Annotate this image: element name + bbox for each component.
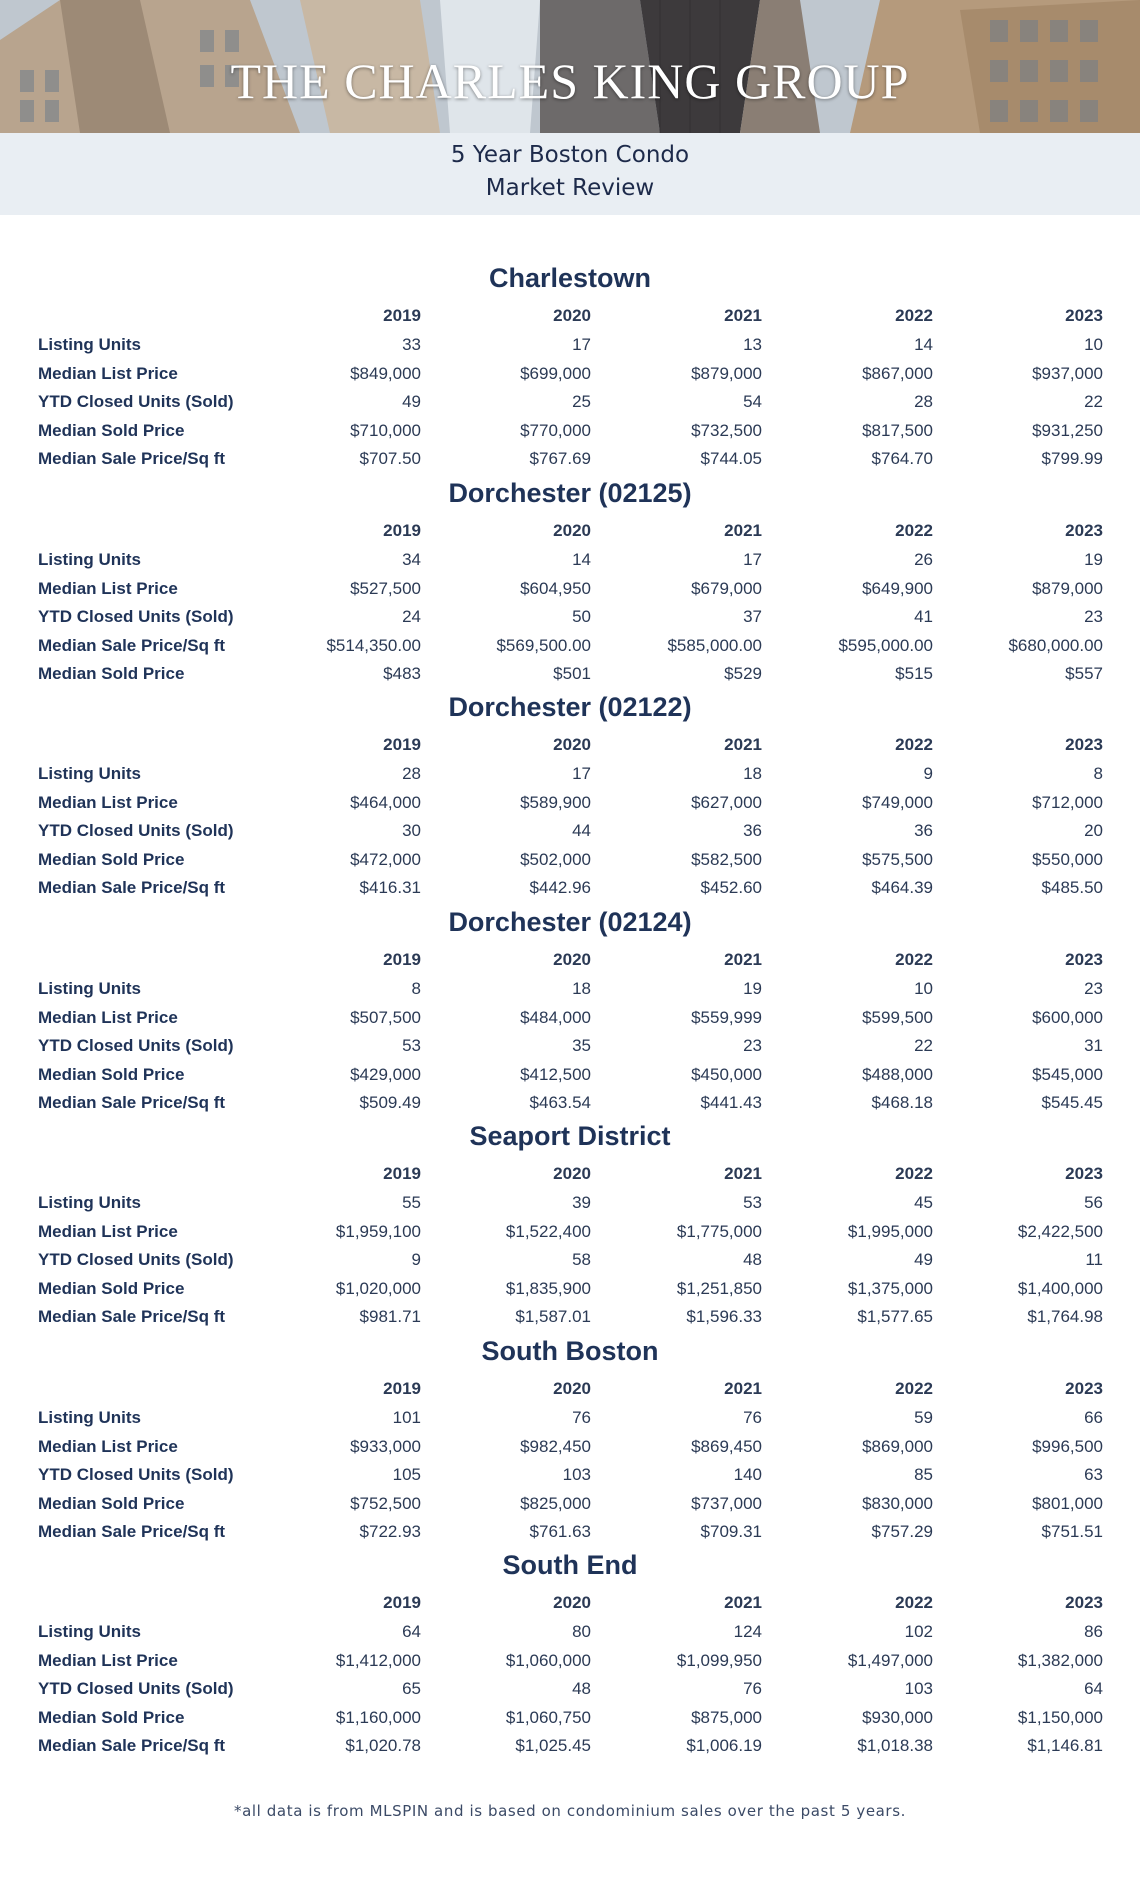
- table-cell: 26: [914, 550, 933, 569]
- row-label: YTD Closed Units (Sold): [38, 1250, 234, 1270]
- row-label: Median Sale Price/Sq ft: [38, 449, 226, 469]
- table-cell: $442.96: [529, 878, 591, 898]
- table-cell: 44: [572, 821, 591, 841]
- table-cell: $1,959,100: [335, 1221, 421, 1241]
- table-cell: $732,500: [691, 420, 762, 440]
- section-title: Dorchester (02125): [448, 478, 692, 508]
- table-cell: $1,375,000: [847, 1278, 933, 1298]
- table-cell: $770,000: [520, 420, 591, 440]
- table-cell: $1,020,000: [335, 1278, 421, 1298]
- table-cell: 20: [1084, 821, 1103, 841]
- table-cell: 30: [402, 821, 421, 841]
- table-cell: 13: [743, 335, 762, 354]
- table-cell: 34: [402, 550, 421, 569]
- table-cell: 45: [914, 1193, 933, 1212]
- table-cell: 55: [402, 1193, 421, 1212]
- table-cell: $527,500: [350, 578, 421, 598]
- table-cell: 8: [411, 979, 421, 998]
- table-cell: 63: [1084, 1465, 1103, 1485]
- row-label: Listing Units: [38, 335, 141, 354]
- table-cell: $930,000: [862, 1707, 933, 1727]
- row-label: Median Sale Price/Sq ft: [38, 1093, 226, 1113]
- row-label: Median Sold Price: [38, 664, 185, 684]
- table-cell: $429,000: [350, 1064, 421, 1084]
- table-cell: 11: [1085, 1250, 1103, 1270]
- table-cell: 48: [743, 1250, 762, 1270]
- table-cell: 59: [914, 1408, 933, 1427]
- table-cell: $472,000: [350, 849, 421, 869]
- year-header: 2022: [895, 306, 933, 325]
- year-header: 2022: [895, 950, 933, 969]
- year-header: 2023: [1065, 735, 1103, 754]
- table-cell: $1,018.38: [857, 1736, 933, 1756]
- year-header: 2020: [553, 521, 591, 540]
- table-cell: $933,000: [350, 1436, 421, 1456]
- table-cell: 140: [733, 1465, 762, 1485]
- year-header: 2022: [895, 1379, 933, 1398]
- table-cell: $1,412,000: [335, 1650, 421, 1670]
- table-cell: $483: [383, 664, 421, 684]
- table-cell: 14: [914, 335, 933, 354]
- table-cell: $749,000: [862, 792, 933, 812]
- table-cell: 64: [1084, 1679, 1103, 1699]
- table-cell: 48: [572, 1679, 591, 1699]
- table-cell: $509.49: [359, 1093, 421, 1113]
- table-cell: $599,500: [862, 1007, 933, 1027]
- table-cell: 10: [914, 979, 933, 998]
- row-label: YTD Closed Units (Sold): [38, 607, 234, 627]
- table-cell: $712,000: [1032, 792, 1103, 812]
- table-cell: $464,000: [350, 792, 421, 812]
- year-header: 2020: [553, 306, 591, 325]
- year-header: 2021: [724, 1593, 762, 1612]
- table-cell: $595,000.00: [838, 635, 933, 655]
- row-label: Median List Price: [38, 1007, 178, 1027]
- section-title: South Boston: [481, 1336, 659, 1366]
- year-header: 2020: [553, 950, 591, 969]
- table-cell: 22: [914, 1036, 933, 1056]
- table-cell: 76: [572, 1408, 591, 1427]
- table-cell: 28: [914, 392, 933, 412]
- table-cell: 76: [743, 1679, 762, 1699]
- table-cell: 36: [914, 821, 933, 841]
- row-label: Median Sale Price/Sq ft: [38, 1307, 226, 1327]
- table-cell: 37: [743, 607, 762, 627]
- row-label: YTD Closed Units (Sold): [38, 392, 234, 412]
- table-cell: $722.93: [359, 1522, 421, 1542]
- table-cell: 103: [562, 1465, 591, 1485]
- table-cell: 19: [743, 979, 762, 998]
- table-cell: $468.18: [871, 1093, 933, 1113]
- table-cell: $1,150,000: [1017, 1707, 1103, 1727]
- row-label: Median List Price: [38, 578, 178, 598]
- table-cell: 23: [743, 1036, 762, 1056]
- year-header: 2023: [1065, 1164, 1103, 1183]
- table-cell: $709.31: [700, 1522, 762, 1542]
- row-label: Listing Units: [38, 1193, 141, 1212]
- year-header: 2020: [553, 1379, 591, 1398]
- table-cell: $937,000: [1032, 363, 1103, 383]
- year-header: 2019: [383, 735, 421, 754]
- table-cell: $545.45: [1041, 1093, 1103, 1113]
- table-cell: $825,000: [520, 1493, 591, 1513]
- table-cell: 124: [733, 1622, 762, 1641]
- table-cell: $464.39: [871, 878, 933, 898]
- table-cell: $982,450: [520, 1436, 591, 1456]
- year-header: 2022: [895, 521, 933, 540]
- row-label: Median Sold Price: [38, 420, 185, 440]
- row-label: Median Sold Price: [38, 1493, 185, 1513]
- table-cell: 64: [402, 1622, 421, 1641]
- table-cell: $463.54: [529, 1093, 591, 1113]
- table-cell: $627,000: [691, 792, 762, 812]
- row-label: Median List Price: [38, 363, 178, 383]
- table-cell: $600,000: [1032, 1007, 1103, 1027]
- table-cell: $452.60: [700, 878, 762, 898]
- table-cell: $1,775,000: [676, 1221, 762, 1241]
- subtitle-line-2: Market Review: [485, 175, 655, 201]
- report-subtitle: [0, 133, 1140, 215]
- table-cell: $867,000: [862, 363, 933, 383]
- table-cell: 66: [1084, 1408, 1103, 1427]
- table-cell: 58: [572, 1250, 591, 1270]
- table-cell: $707.50: [359, 449, 421, 469]
- table-cell: $485.50: [1041, 878, 1103, 898]
- table-cell: $981.71: [359, 1307, 421, 1327]
- table-cell: $488,000: [862, 1064, 933, 1084]
- table-cell: $879,000: [691, 363, 762, 383]
- year-header: 2020: [553, 1593, 591, 1612]
- table-cell: $752,500: [350, 1493, 421, 1513]
- table-cell: $412,500: [520, 1064, 591, 1084]
- table-cell: $1,400,000: [1017, 1278, 1103, 1298]
- table-cell: 19: [1084, 550, 1103, 569]
- table-cell: $710,000: [350, 420, 421, 440]
- table-cell: 9: [411, 1250, 421, 1270]
- row-label: Listing Units: [38, 1622, 141, 1641]
- table-cell: 56: [1084, 1193, 1103, 1212]
- table-cell: $604,950: [520, 578, 591, 598]
- table-cell: $441.43: [700, 1093, 762, 1113]
- table-cell: 49: [914, 1250, 933, 1270]
- table-cell: 85: [914, 1465, 933, 1485]
- table-cell: $830,000: [862, 1493, 933, 1513]
- table-cell: 17: [743, 550, 762, 569]
- row-label: Median Sale Price/Sq ft: [38, 1736, 226, 1756]
- row-label: YTD Closed Units (Sold): [38, 1036, 234, 1056]
- table-cell: $1,587.01: [515, 1307, 591, 1327]
- table-cell: 102: [904, 1622, 933, 1641]
- year-header: 2019: [383, 521, 421, 540]
- table-cell: $1,596.33: [686, 1307, 762, 1327]
- row-label: Median List Price: [38, 792, 178, 812]
- table-cell: $529: [724, 664, 762, 684]
- table-cell: $1,099,950: [676, 1650, 762, 1670]
- year-header: 2022: [895, 1593, 933, 1612]
- table-cell: 53: [743, 1193, 762, 1212]
- section-title: South End: [502, 1550, 638, 1580]
- table-cell: 17: [572, 335, 591, 354]
- year-header: 2019: [383, 306, 421, 325]
- year-header: 2021: [724, 735, 762, 754]
- row-label: Median Sold Price: [38, 1707, 185, 1727]
- table-cell: $501: [553, 664, 591, 684]
- header-banner: [0, 0, 1140, 133]
- row-label: Listing Units: [38, 764, 141, 783]
- year-header: 2022: [895, 1164, 933, 1183]
- table-cell: $550,000: [1032, 849, 1103, 869]
- row-label: Median Sold Price: [38, 1064, 185, 1084]
- row-label: Listing Units: [38, 979, 141, 998]
- table-cell: $589,900: [520, 792, 591, 812]
- year-header: 2021: [724, 950, 762, 969]
- table-cell: $799.99: [1041, 449, 1103, 469]
- table-cell: $767.69: [529, 449, 591, 469]
- table-cell: $1,251,850: [676, 1278, 762, 1298]
- table-cell: 80: [572, 1622, 591, 1641]
- row-label: Median Sale Price/Sq ft: [38, 635, 226, 655]
- table-cell: 33: [402, 335, 421, 354]
- table-cell: $1,382,000: [1017, 1650, 1103, 1670]
- table-cell: 35: [572, 1036, 591, 1056]
- table-cell: $649,900: [862, 578, 933, 598]
- table-cell: 39: [572, 1193, 591, 1212]
- table-cell: $1,020.78: [345, 1736, 421, 1756]
- table-cell: $764.70: [871, 449, 933, 469]
- table-cell: $875,000: [691, 1707, 762, 1727]
- table-cell: $737,000: [691, 1493, 762, 1513]
- row-label: Median List Price: [38, 1221, 178, 1241]
- table-cell: 23: [1084, 979, 1103, 998]
- table-cell: $450,000: [691, 1064, 762, 1084]
- table-cell: $1,764.98: [1027, 1307, 1103, 1327]
- year-header: 2020: [553, 1164, 591, 1183]
- table-cell: 23: [1084, 607, 1103, 627]
- year-header: 2021: [724, 1164, 762, 1183]
- table-cell: $1,577.65: [857, 1307, 933, 1327]
- table-cell: 8: [1093, 764, 1103, 783]
- table-cell: $545,000: [1032, 1064, 1103, 1084]
- row-label: Median Sale Price/Sq ft: [38, 878, 226, 898]
- year-header: 2023: [1065, 521, 1103, 540]
- table-cell: $416.31: [359, 878, 421, 898]
- table-cell: 10: [1084, 335, 1103, 354]
- table-cell: $817,500: [862, 420, 933, 440]
- table-cell: 53: [402, 1036, 421, 1056]
- table-cell: $484,000: [520, 1007, 591, 1027]
- table-cell: $679,000: [691, 578, 762, 598]
- table-cell: $1,522,400: [505, 1221, 591, 1241]
- table-cell: $680,000.00: [1008, 635, 1103, 655]
- table-cell: $2,422,500: [1017, 1221, 1103, 1241]
- table-cell: $1,025.45: [515, 1736, 591, 1756]
- table-cell: 49: [402, 392, 421, 412]
- table-cell: $1,995,000: [847, 1221, 933, 1241]
- year-header: 2019: [383, 950, 421, 969]
- table-cell: $559,999: [691, 1007, 762, 1027]
- row-label: Median Sold Price: [38, 1278, 185, 1298]
- year-header: 2021: [724, 1379, 762, 1398]
- row-label: Median Sale Price/Sq ft: [38, 1522, 226, 1542]
- row-label: YTD Closed Units (Sold): [38, 821, 234, 841]
- table-cell: 54: [743, 392, 762, 412]
- table-cell: 105: [392, 1465, 421, 1485]
- brand-title: THE CHARLES KING GROUP: [230, 53, 910, 109]
- row-label: Listing Units: [38, 550, 141, 569]
- section-title: Dorchester (02122): [448, 692, 692, 722]
- table-cell: $1,160,000: [335, 1707, 421, 1727]
- table-cell: 28: [402, 764, 421, 783]
- table-cell: $744.05: [700, 449, 762, 469]
- table-cell: $1,835,900: [505, 1278, 591, 1298]
- subtitle-line-1: 5 Year Boston Condo: [450, 142, 690, 168]
- row-label: Median List Price: [38, 1436, 178, 1456]
- year-header: 2023: [1065, 1379, 1103, 1398]
- section-title: Dorchester (02124): [448, 907, 692, 937]
- table-cell: 101: [392, 1408, 421, 1427]
- table-cell: 22: [1084, 392, 1103, 412]
- row-label: Listing Units: [38, 1408, 141, 1427]
- table-cell: $557: [1065, 664, 1103, 684]
- table-cell: 9: [923, 764, 933, 783]
- table-cell: $1,060,000: [505, 1650, 591, 1670]
- year-header: 2023: [1065, 306, 1103, 325]
- year-header: 2021: [724, 521, 762, 540]
- section-title: Seaport District: [469, 1121, 671, 1151]
- table-cell: 36: [743, 821, 762, 841]
- table-cell: 65: [402, 1679, 421, 1699]
- table-cell: $1,497,000: [847, 1650, 933, 1670]
- year-header: 2019: [383, 1379, 421, 1398]
- year-header: 2020: [553, 735, 591, 754]
- table-cell: 17: [572, 764, 591, 783]
- table-cell: $761.63: [529, 1522, 591, 1542]
- table-cell: $1,060,750: [505, 1707, 591, 1727]
- table-cell: $515: [895, 664, 933, 684]
- table-cell: $996,500: [1032, 1436, 1103, 1456]
- year-header: 2019: [383, 1164, 421, 1183]
- table-cell: $801,000: [1032, 1493, 1103, 1513]
- table-cell: $869,450: [691, 1436, 762, 1456]
- year-header: 2022: [895, 735, 933, 754]
- table-cell: $502,000: [520, 849, 591, 869]
- table-cell: 31: [1084, 1036, 1103, 1056]
- table-cell: 18: [572, 979, 591, 998]
- year-header: 2023: [1065, 950, 1103, 969]
- row-label: Median List Price: [38, 1650, 178, 1670]
- table-cell: 41: [914, 607, 933, 627]
- table-cell: 24: [402, 607, 421, 627]
- year-header: 2019: [383, 1593, 421, 1612]
- table-cell: 25: [572, 392, 591, 412]
- table-cell: $507,500: [350, 1007, 421, 1027]
- table-cell: $879,000: [1032, 578, 1103, 598]
- row-label: Median Sold Price: [38, 849, 185, 869]
- table-cell: 86: [1084, 1622, 1103, 1641]
- table-cell: $1,146.81: [1027, 1736, 1103, 1756]
- row-label: YTD Closed Units (Sold): [38, 1679, 234, 1699]
- table-cell: $757.29: [871, 1522, 933, 1542]
- table-cell: 14: [572, 550, 591, 569]
- table-cell: $569,500.00: [496, 635, 591, 655]
- table-cell: $699,000: [520, 363, 591, 383]
- table-cell: $1,006.19: [686, 1736, 762, 1756]
- table-cell: $849,000: [350, 363, 421, 383]
- table-cell: 50: [572, 607, 591, 627]
- table-cell: 103: [904, 1679, 933, 1699]
- table-cell: $869,000: [862, 1436, 933, 1456]
- table-cell: $931,250: [1032, 420, 1103, 440]
- table-cell: 18: [743, 764, 762, 783]
- year-header: 2021: [724, 306, 762, 325]
- table-cell: $751.51: [1041, 1522, 1103, 1542]
- table-cell: $582,500: [691, 849, 762, 869]
- table-cell: 76: [743, 1408, 762, 1427]
- table-cell: $575,500: [862, 849, 933, 869]
- table-cell: $514,350.00: [326, 635, 421, 655]
- row-label: YTD Closed Units (Sold): [38, 1465, 234, 1485]
- footnote: *all data is from MLSPIN and is based on condominium sales over the past 5 years.: [234, 1802, 906, 1820]
- table-cell: $585,000.00: [667, 635, 762, 655]
- year-header: 2023: [1065, 1593, 1103, 1612]
- section-title: Charlestown: [488, 263, 652, 293]
